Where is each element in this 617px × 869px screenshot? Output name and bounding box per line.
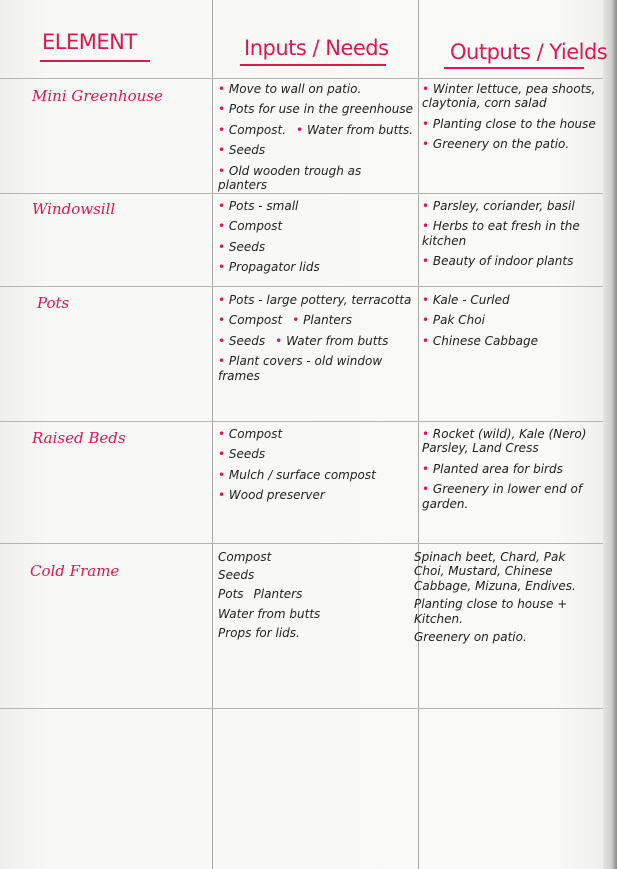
column-divider-2 <box>418 0 419 869</box>
inputs-cell <box>218 82 414 198</box>
list-item: Planting close to house + Kitchen. <box>414 597 568 626</box>
inputs-cell <box>218 550 414 644</box>
bullet-icon: • <box>218 163 226 178</box>
inputs-cell <box>218 199 414 281</box>
list-item-pair <box>218 334 414 348</box>
bullet-icon: • <box>218 427 226 441</box>
list-item: Compost <box>218 550 272 564</box>
bullet-icon: • <box>218 354 226 369</box>
list-item: • Seeds <box>218 239 266 254</box>
bullet-icon: • <box>422 137 430 152</box>
bullet-icon: • <box>218 260 226 275</box>
list-item: • Herbs to eat fresh in the kitchen <box>422 219 580 248</box>
bullet-icon: • <box>422 82 430 96</box>
row-rule-4 <box>0 543 603 544</box>
list-item: • Plant covers - old window frames <box>218 354 383 383</box>
bullet-icon: • <box>218 122 226 137</box>
list-item-pair <box>218 313 414 327</box>
outputs-cell <box>422 199 598 275</box>
list-item: • Parsley, coriander, basil <box>422 199 575 213</box>
bullet-icon: • <box>218 199 226 213</box>
bullet-icon: • <box>422 116 430 131</box>
list-item: Water from butts <box>218 607 321 622</box>
bullet-icon: • <box>218 488 226 503</box>
list-item: Seeds <box>218 568 255 583</box>
inputs-cell <box>218 293 414 389</box>
list-item: • Greenery in lower end of garden. <box>422 482 583 511</box>
column-divider-1 <box>212 0 213 869</box>
list-item: Props for lids. <box>218 625 300 640</box>
element-name: Pots <box>37 294 70 312</box>
outputs-cell <box>422 293 598 354</box>
list-item: • Seeds <box>218 447 266 462</box>
bullet-icon: • <box>422 427 430 441</box>
header-outputs: Outputs / Yields <box>450 40 608 64</box>
header-inputs-underline <box>240 64 386 66</box>
element-name: Mini Greenhouse <box>32 87 163 105</box>
bullet-icon: • <box>218 239 226 254</box>
row-rule-3 <box>0 421 603 422</box>
list-item: • Compost <box>218 427 283 441</box>
list-item: • Water from butts. <box>296 122 414 137</box>
bullet-icon: • <box>292 313 300 328</box>
bullet-icon: • <box>218 467 226 482</box>
list-item: Spinach beet, Chard, Pak Choi, Mustard, Chinese Cabbage, Mizuna, Endives. <box>414 550 576 593</box>
bullet-icon: • <box>422 219 430 234</box>
bullet-icon: • <box>422 293 430 307</box>
bullet-icon: • <box>296 122 304 137</box>
list-item: • Old wooden trough as planters <box>218 163 362 192</box>
list-item: • Move to wall on patio. <box>218 82 362 96</box>
list-item: Pots <box>218 586 244 601</box>
list-item: • Seeds <box>218 143 266 158</box>
list-item: • Pots - small <box>218 199 299 213</box>
bullet-icon: • <box>422 254 430 269</box>
element-name: Windowsill <box>32 200 116 218</box>
list-item: • Pots - large pottery, terracotta <box>218 293 412 307</box>
list-item: • Compost. <box>218 122 287 137</box>
list-item: • Pots for use in the greenhouse <box>218 102 413 117</box>
outputs-cell <box>422 82 598 158</box>
notebook-spine <box>603 0 617 869</box>
list-item: Greenery on patio. <box>414 629 527 644</box>
list-item: • Seeds <box>218 333 266 348</box>
list-item: Planters <box>253 586 303 601</box>
list-item: • Propagator lids <box>218 260 320 275</box>
header-element: ELEMENT <box>42 30 137 54</box>
bullet-icon: • <box>218 82 226 96</box>
outputs-cell <box>414 550 598 648</box>
bullet-icon: • <box>218 219 226 234</box>
bullet-icon: • <box>275 333 283 348</box>
list-item: • Planting close to the house <box>422 116 596 131</box>
bullet-icon: • <box>218 313 226 328</box>
list-item: • Wood preserver <box>218 488 325 503</box>
list-item: • Compost <box>218 313 283 328</box>
list-item: • Chinese Cabbage <box>422 333 538 348</box>
row-rule-2 <box>0 286 603 287</box>
element-name: Raised Beds <box>32 429 126 447</box>
header-outputs-underline <box>444 67 584 69</box>
bullet-icon: • <box>422 482 430 497</box>
outputs-cell <box>422 427 598 517</box>
list-item-pair <box>218 587 414 601</box>
list-item: • Planters <box>292 313 352 328</box>
list-item: • Winter lettuce, pea shoots, claytonia, corn salad <box>422 82 596 111</box>
element-name: Cold Frame <box>30 562 120 580</box>
bullet-icon: • <box>422 199 430 213</box>
list-item: • Greenery on the patio. <box>422 137 570 152</box>
bullet-icon: • <box>422 333 430 348</box>
header-rule <box>0 78 603 79</box>
bullet-icon: • <box>218 447 226 462</box>
list-item: • Mulch / surface compost <box>218 467 376 482</box>
bullet-icon: • <box>218 293 226 307</box>
list-item: • Compost <box>218 219 283 234</box>
header-element-underline <box>40 60 150 62</box>
bullet-icon: • <box>422 461 430 476</box>
list-item: • Planted area for birds <box>422 461 563 476</box>
bullet-icon: • <box>218 102 226 117</box>
list-item: • Water from butts <box>275 333 389 348</box>
bullet-icon: • <box>218 333 226 348</box>
bullet-icon: • <box>422 313 430 328</box>
bullet-icon: • <box>218 143 226 158</box>
list-item: • Kale - Curled <box>422 293 510 307</box>
inputs-cell <box>218 427 414 509</box>
header-inputs: Inputs / Needs <box>244 36 389 60</box>
list-item: • Beauty of indoor plants <box>422 254 574 269</box>
row-rule-5 <box>0 708 603 709</box>
list-item: • Rocket (wild), Kale (Nero) Parsley, Land Cress <box>422 427 587 456</box>
list-item: • Pak Choi <box>422 313 485 328</box>
list-item-pair <box>218 123 414 137</box>
